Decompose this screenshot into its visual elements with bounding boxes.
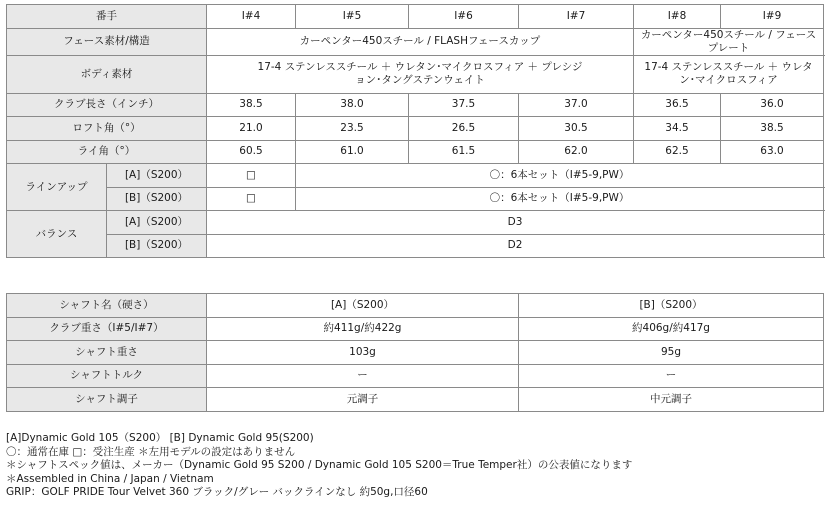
torque-b: ー <box>519 364 824 388</box>
kick-label: シャフト調子 <box>7 388 207 412</box>
loft-row <box>7 117 824 141</box>
body-value-b: 17-4 ステンレススチール ＋ ウレタン･マイクロスフィア <box>634 55 824 93</box>
shaft-table <box>6 293 824 412</box>
length-row <box>7 93 824 117</box>
col-i4: I#4 <box>207 5 296 29</box>
note-line: [A]Dynamic Gold 105（S200） [B] Dynamic Gold 95(S200) <box>6 432 314 444</box>
lie-cell: 61.5 <box>409 140 519 164</box>
torque-row <box>7 364 824 388</box>
col-i9: I#9 <box>721 5 824 29</box>
notes <box>6 432 821 500</box>
lineup-rest-a: 〇：6本セット（I#5-9,PW） <box>296 164 824 188</box>
club-weight-row <box>7 317 824 341</box>
lie-cell: 61.0 <box>296 140 409 164</box>
shaft-weight-row <box>7 341 824 365</box>
torque-label: シャフトトルク <box>7 364 207 388</box>
body-label: ボディ素材 <box>7 55 207 93</box>
kick-b: 中元調子 <box>519 388 824 412</box>
loft-cell: 30.5 <box>519 117 634 141</box>
loft-cell: 21.0 <box>207 117 296 141</box>
length-cell: 38.5 <box>207 93 296 117</box>
shaft-weight-label: シャフト重さ <box>7 341 207 365</box>
kick-row <box>7 388 824 412</box>
length-cell: 36.5 <box>634 93 721 117</box>
lineup-label: ラインアップ <box>7 164 107 211</box>
lineup-shaft-a: [A]（S200） <box>107 164 207 188</box>
kick-a: 元調子 <box>207 388 519 412</box>
balance-value-b: D2 <box>207 234 824 258</box>
lineup-rest-b: 〇：6本セット（I#5-9,PW） <box>296 187 824 211</box>
length-cell: 36.0 <box>721 93 824 117</box>
torque-a: ー <box>207 364 519 388</box>
note-line: 〇：通常在庫 □：受注生産 ＊左用モデルの設定はありません <box>6 445 296 458</box>
loft-cell: 26.5 <box>409 117 519 141</box>
lineup-i4-a: □ <box>207 164 296 188</box>
club-weight-label: クラブ重さ（I#5/I#7） <box>7 317 207 341</box>
length-label: クラブ長さ（インチ） <box>7 93 207 117</box>
loft-cell: 23.5 <box>296 117 409 141</box>
shaft-header-label: シャフト名（硬さ） <box>7 294 207 318</box>
body-value-a: 17-4 ステンレススチール ＋ ウレタン･マイクロスフィア ＋ プレシジョン･タングステンウェイト <box>207 55 634 93</box>
loft-cell: 34.5 <box>634 117 721 141</box>
balance-row-b <box>7 234 824 258</box>
lineup-shaft-b: [B]（S200） <box>107 187 207 211</box>
note-line: ＊Assembled in China / Japan / Vietnam <box>6 472 214 485</box>
shaft-header-a: [A]（S200） <box>207 294 519 318</box>
length-cell: 38.0 <box>296 93 409 117</box>
body-row <box>7 55 824 93</box>
length-cell: 37.0 <box>519 93 634 117</box>
club-weight-b: 約406g/約417g <box>519 317 824 341</box>
face-row <box>7 28 824 55</box>
lie-cell: 62.0 <box>519 140 634 164</box>
lineup-row-a <box>7 164 824 188</box>
balance-shaft-b: [B]（S200） <box>107 234 207 258</box>
loft-cell: 38.5 <box>721 117 824 141</box>
lie-cell: 62.5 <box>634 140 721 164</box>
lineup-row-b <box>7 187 824 211</box>
lie-label: ライ角（°） <box>7 140 207 164</box>
shaft-header-b: [B]（S200） <box>519 294 824 318</box>
col-i8: I#8 <box>634 5 721 29</box>
lie-row <box>7 140 824 164</box>
col-i7: I#7 <box>519 5 634 29</box>
balance-value-a: D3 <box>207 211 824 235</box>
balance-shaft-a: [A]（S200） <box>107 211 207 235</box>
lie-cell: 63.0 <box>721 140 824 164</box>
length-cell: 37.5 <box>409 93 519 117</box>
lie-cell: 60.5 <box>207 140 296 164</box>
col-i5: I#5 <box>296 5 409 29</box>
face-label: フェース素材/構造 <box>7 28 207 55</box>
shaft-header-row <box>7 294 824 318</box>
face-value-a: カーペンター450スチール / FLASHフェースカップ <box>207 28 634 55</box>
note-line: ＊シャフトスペック値は、メーカー（Dynamic Gold 95 S200 / Dynamic Gold 105 S200＝True Temper社）の公表値になります <box>6 459 633 472</box>
balance-label: バランス <box>7 211 107 258</box>
face-value-b: カーペンター450スチール / フェースプレート <box>634 28 824 55</box>
note-line: GRIP：GOLF PRIDE Tour Velvet 360 ブラック/グレー バックラインなし 約50g,口径60 <box>6 486 428 499</box>
club-weight-a: 約411g/約422g <box>207 317 519 341</box>
spec-header-row <box>7 5 824 29</box>
col-i6: I#6 <box>409 5 519 29</box>
spec-table <box>6 4 824 258</box>
balance-row-a <box>7 211 824 235</box>
lineup-i4-b: □ <box>207 187 296 211</box>
shaft-weight-b: 95g <box>519 341 824 365</box>
spec-header-label: 番手 <box>7 5 207 29</box>
loft-label: ロフト角（°） <box>7 117 207 141</box>
shaft-weight-a: 103g <box>207 341 519 365</box>
